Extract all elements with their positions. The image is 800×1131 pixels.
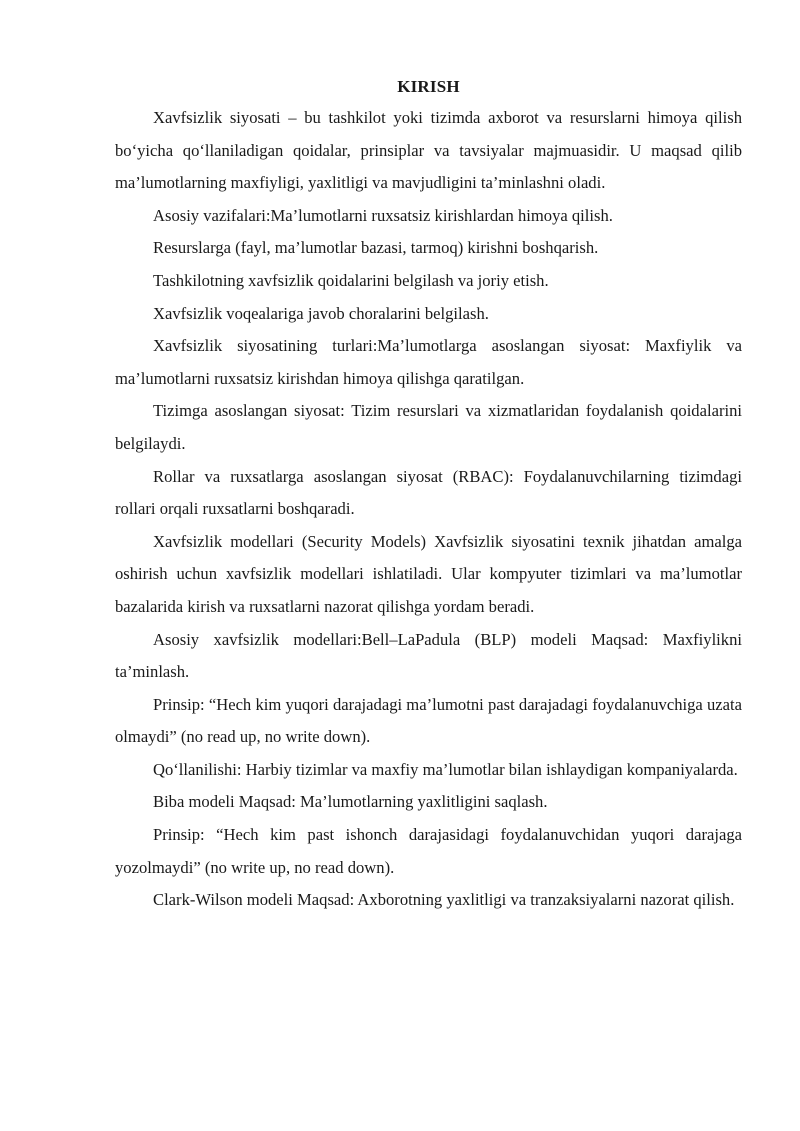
paragraph-blp-usage: Qo‘llanilishi: Harbiy tizimlar va maxfiy ma’lumotlar bilan ishlaydigan kompaniyalarda. [153,759,738,779]
paragraph-biba-model: Biba modeli Maqsad: Ma’lumotlarning yaxlitligini saqlash. [153,792,548,812]
document-title: KIRISH [397,77,460,96]
paragraph-blp-model: Asosiy xavfsizlik modellari:Bell–LaPadula (BLP) modeli Maqsad: Maxfiylikni ta’minlash. [115,629,742,682]
paragraph-rbac: Rollar va ruxsatlarga asoslangan siyosat (RBAC): Foydalanuvchilarning tizimdagi rollari orqali ruxsatlarni boshqaradi. [115,466,742,519]
paragraph-clark-wilson: Clark-Wilson modeli Maqsad: Axborotning yaxlitligi va tranzaksiyalarni nazorat qilish. [153,890,735,910]
paragraph-security-rules: Tashkilotning xavfsizlik qoidalarini belgilash va joriy etish. [153,270,549,290]
paragraph-system-policy: Tizimga asoslangan siyosat: Tizim resurslari va xizmatlaridan foydalanish qoidalarini belgilaydi. [115,401,742,453]
paragraph-main-tasks: Asosiy vazifalari:Ma’lumotlarni ruxsatsiz kirishlardan himoya qilish. [153,205,613,225]
paragraph-blp-principle: Prinsip: “Hech kim yuqori darajadagi ma’lumotni past darajadagi foydalanuvchiga uzata olmaydi” (no read up, no write down). [115,694,742,747]
paragraph-definition: Xavfsizlik siyosati – bu tashkilot yoki tizimda axborot va resurslarni himoya qilish bo‘yicha qo‘llaniladigan qoidalar, prinsiplar va tavsiyalar majmuasidir. U maqsad qilib ma’lumotlarning maxfiyligi, yaxlitligi va mavjudligini ta’minlashni oladi. [115,108,742,193]
paragraph-incident-response: Xavfsizlik voqealariga javob choralarini belgilash. [153,303,489,323]
paragraph-biba-principle: Prinsip: “Hech kim past ishonch darajasidagi foydalanuvchidan yuqori darajaga yozolmaydi” (no write up, no read down). [115,825,742,877]
paragraph-policy-types: Xavfsizlik siyosatining turlari:Ma’lumotlarga asoslangan siyosat: Maxfiylik va ma’lumotlarni ruxsatsiz kirishdan himoya qilishga qaratilgan. [115,336,742,388]
paragraph-resource-access: Resurslarga (fayl, ma’lumotlar bazasi, tarmoq) kirishni boshqarish. [153,238,599,258]
document-page [115,72,742,917]
paragraph-security-models: Xavfsizlik modellari (Security Models) Xavfsizlik siyosatini texnik jihatdan amalga oshirish uchun xavfsizlik modellari ishlatiladi. Ular kompyuter tizimlari va ma’lumotlar bazalarida kirish va ruxsatlarni nazorat qilishga yordam beradi. [115,531,742,616]
